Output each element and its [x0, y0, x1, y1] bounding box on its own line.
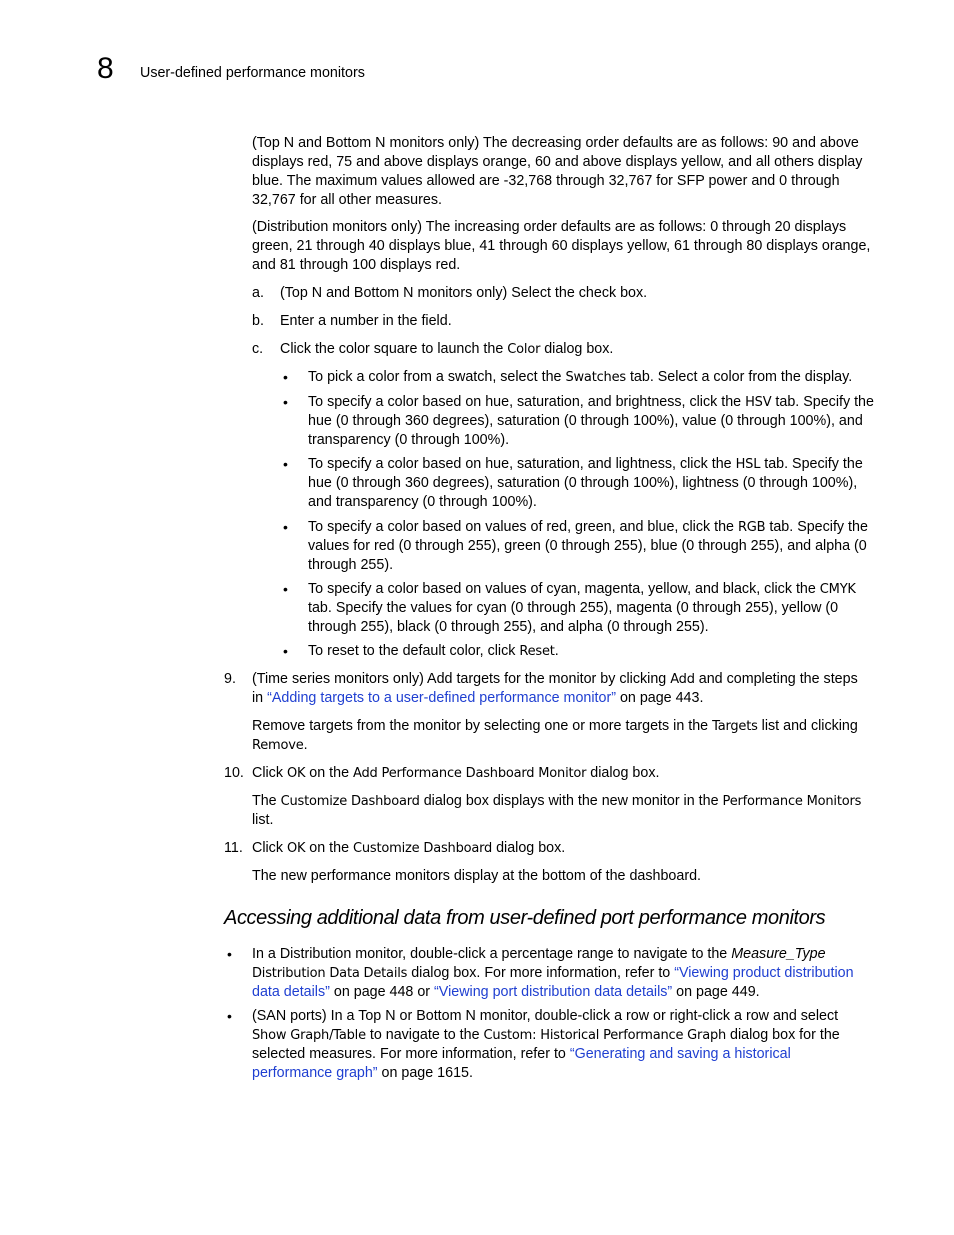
ui-term: Color [507, 342, 541, 357]
link-port-distribution[interactable]: “Viewing port distribution data details” [434, 984, 673, 1000]
text-run: To specify a color based on values of red, green, and blue, click the [308, 519, 738, 535]
step-10-result [252, 792, 872, 830]
chapter-title: User-defined performance monitors [140, 65, 365, 81]
text-run: (Time series monitors only) Add targets for the monitor by clicking [252, 671, 671, 687]
ui-term: Add [670, 672, 695, 687]
text-run: In a Distribution monitor, double-click a percentage range to navigate to the [252, 946, 732, 962]
text-run: dialog box. [586, 765, 660, 781]
ui-term: OK [286, 766, 306, 781]
text-run: tab. Specify the hue (0 through 360 degrees), saturation (0 through 100%), value (0 through 100%), and transparency (0 through 100%). [308, 394, 874, 448]
ui-term: HSV [745, 395, 772, 410]
text-run: . [303, 737, 308, 753]
section-heading: Accessing additional data from user-defined port performance monitors [224, 907, 826, 929]
step-9-number: 9. [224, 671, 236, 687]
text-run: on page 443. [615, 690, 704, 706]
text-run: tab. Specify the hue (0 through 360 degrees), saturation (0 through 100%), lightness (0 through 100%), and transparency (0 through 100%). [308, 456, 863, 510]
bullet-san-ports [252, 1007, 872, 1083]
text-run: To specify a color based on values of cyan, magenta, yellow, and black, click the [308, 581, 820, 597]
paragraph-distribution-defaults: (Distribution monitors only) The increasing order defaults are as follows: 0 through 20 displays green, 21 through 40 displays blue, 41 through 60 displays yellow, 61 through 80 displays orange, and 81 through 100 displays red. [252, 219, 871, 273]
step-9-remove-text [252, 717, 872, 755]
text-run: To pick a color from a swatch, select the [308, 369, 566, 385]
text-run: on page 1615. [377, 1065, 473, 1081]
ui-term: Reset [519, 644, 555, 659]
text-run: The [252, 793, 281, 809]
step-a-text: (Top N and Bottom N monitors only) Select the check box. [280, 285, 648, 301]
text-run: Remove targets from the monitor by selecting one or more targets in the [252, 718, 713, 734]
bullet-swatches [308, 368, 874, 387]
step-c-text [280, 340, 872, 359]
ui-term: Customize Dashboard [353, 841, 493, 856]
bullet-marker: • [227, 946, 232, 962]
text-run: (SAN ports) In a Top N or Bottom N monitor, double-click a row or right-click a row and select [252, 1008, 839, 1024]
bullet-distribution-details [252, 945, 872, 1002]
bullet-marker: • [283, 581, 288, 597]
link-adding-targets[interactable]: “Adding targets to a user-defined performance monitor” [267, 690, 616, 706]
bullet-reset [308, 642, 874, 661]
step-9-text [252, 670, 872, 708]
text-run: on page 449. [672, 984, 760, 1000]
ui-term: Add Performance Dashboard Monitor [353, 766, 587, 781]
ui-term: Customize Dashboard [280, 794, 420, 809]
bullet-hsv [308, 393, 874, 450]
text-run: tab. Specify the values for cyan (0 through 255), magenta (0 through 255), yellow (0 through 255), black (0 through 255), and alpha (0 through 255). [308, 600, 839, 635]
bullet-marker: • [283, 519, 288, 535]
ui-term: Swatches [565, 370, 626, 385]
ui-term: Custom: Historical Performance Graph [483, 1028, 727, 1043]
step-10-number: 10. [224, 765, 244, 781]
step-11-number: 11. [224, 840, 243, 856]
text-run: on page 448 or [329, 984, 435, 1000]
ui-term: Show Graph/Table [252, 1028, 366, 1043]
bullet-hsl [308, 455, 874, 512]
text-run: list. [252, 812, 274, 828]
text-run: dialog box. For more information, refer to [407, 965, 675, 981]
text-run: Click the color square to launch the [280, 341, 508, 357]
ui-term: OK [286, 841, 306, 856]
text-run: To reset to the default color, click [308, 643, 520, 659]
step-11-result: The new performance monitors display at the bottom of the dashboard. [252, 868, 702, 884]
ui-term: RGB [737, 520, 766, 535]
ui-term: Targets [712, 719, 758, 734]
text-run: and completing the steps in [252, 671, 858, 706]
text-run: To specify a color based on hue, saturation, and lightness, click the [308, 456, 736, 472]
text-run: list and clicking [757, 718, 858, 734]
bullet-marker: • [283, 394, 288, 410]
step-b-marker: b. [252, 313, 264, 329]
step-a-marker: a. [252, 285, 264, 301]
bullet-marker: • [283, 369, 288, 385]
variable-term: Measure_Type [731, 946, 826, 962]
bullet-cmyk [308, 580, 874, 637]
ui-term: HSL [735, 457, 761, 472]
bullet-rgb [308, 518, 874, 575]
text-run: . [554, 643, 559, 659]
text-run: dialog box for the selected measures. For more information, refer to [252, 1027, 840, 1062]
ui-term: Distribution Data Details [252, 966, 408, 981]
text-run: dialog box. [540, 341, 614, 357]
text-run: dialog box displays with the new monitor in the [419, 793, 723, 809]
text-run: dialog box. [492, 840, 566, 856]
step-c-marker: c. [252, 341, 264, 357]
text-run: To specify a color based on hue, saturation, and brightness, click the [308, 394, 746, 410]
chapter-number: 8 [97, 52, 114, 85]
ui-term: Remove [252, 738, 304, 753]
text-run: on the [305, 765, 354, 781]
text-run: Click [252, 765, 287, 781]
link-historical-graph[interactable]: “Generating and saving a historical performance graph” [252, 1046, 791, 1081]
bullet-marker: • [227, 1008, 232, 1024]
paragraph-top-n-defaults: (Top N and Bottom N monitors only) The decreasing order defaults are as follows: 90 and above displays red, 75 and above displays orange, 60 and above displays yellow, and all others display blue. The maximum values allowed are -32,768 through 32,767 for SFP power and 0 through 32,767 for all other measures. [252, 135, 863, 208]
bullet-marker: • [283, 456, 288, 472]
text-run: tab. Select a color from the display. [625, 369, 853, 385]
ui-term: Performance Monitors [722, 794, 862, 809]
text-run: Click [252, 840, 287, 856]
text-run: tab. Specify the values for red (0 through 255), green (0 through 255), blue (0 through 255), and alpha (0 through 255). [308, 519, 868, 573]
step-10-text [252, 764, 872, 783]
step-b-text: Enter a number in the field. [280, 313, 452, 329]
ui-term: CMYK [819, 582, 856, 597]
step-11-text [252, 839, 872, 858]
text-run: on the [305, 840, 354, 856]
bullet-marker: • [283, 643, 288, 659]
link-product-distribution[interactable]: “Viewing product distribution data details” [252, 965, 854, 1000]
text-run: to navigate to the [365, 1027, 484, 1043]
